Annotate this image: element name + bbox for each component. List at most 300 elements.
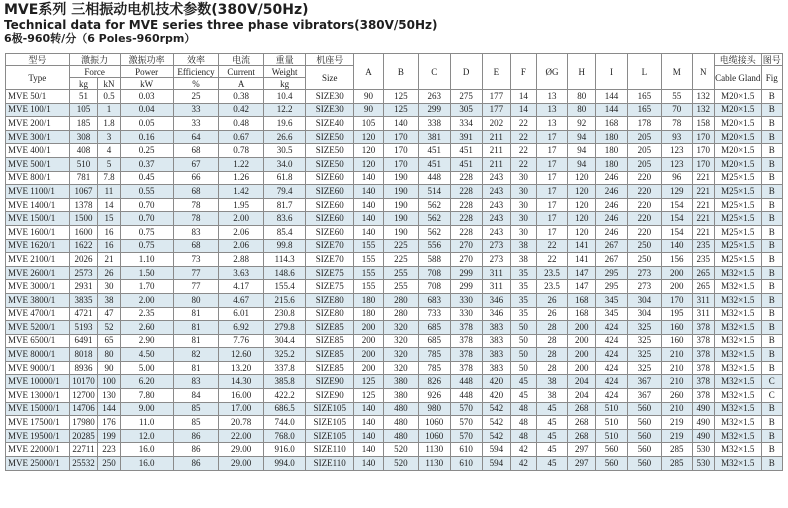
- table-cell: 246: [596, 212, 628, 226]
- table-cell: 120: [568, 212, 596, 226]
- table-cell: 148.6: [263, 266, 305, 280]
- table-cell: 2026: [69, 253, 98, 267]
- table-cell: 510: [596, 429, 628, 443]
- table-cell: 140: [354, 402, 384, 416]
- table-cell: 6.92: [219, 321, 264, 335]
- table-cell: 28: [536, 321, 568, 335]
- table-cell: 994.0: [263, 457, 305, 471]
- table-cell: 0.75: [120, 225, 173, 239]
- header-col-n: N: [692, 54, 714, 90]
- table-cell: 560: [627, 429, 661, 443]
- table-cell: 383: [482, 348, 511, 362]
- header-col-c: C: [418, 54, 450, 90]
- table-cell: 144: [596, 90, 628, 104]
- table-cell: B: [761, 225, 782, 239]
- table-cell: 17: [536, 225, 568, 239]
- table-cell: 200: [354, 334, 384, 348]
- table-cell: 4.17: [219, 280, 264, 294]
- table-cell: SIZE85: [306, 361, 354, 375]
- table-cell: 4.50: [120, 348, 173, 362]
- table-cell: 280: [383, 293, 418, 307]
- table-cell: 70: [661, 103, 692, 117]
- table-row: [6, 334, 783, 348]
- table-row: [6, 443, 783, 457]
- header-col-h: H: [568, 54, 596, 90]
- table-cell: 320: [383, 334, 418, 348]
- table-cell: 2.90: [120, 334, 173, 348]
- table-cell: 273: [627, 266, 661, 280]
- table-cell: M25×1.5: [714, 185, 761, 199]
- table-cell: 1: [98, 103, 120, 117]
- table-cell: 1.50: [120, 266, 173, 280]
- table-cell: M32×1.5: [714, 307, 761, 321]
- table-cell: 94: [568, 130, 596, 144]
- table-cell: 4721: [69, 307, 98, 321]
- table-cell: 0.48: [219, 117, 264, 131]
- table-cell: 30: [511, 225, 536, 239]
- table-cell: M20×1.5: [714, 144, 761, 158]
- table-cell: 260: [661, 389, 692, 403]
- table-cell: 140: [354, 225, 384, 239]
- table-cell: 25: [173, 90, 219, 104]
- table-cell: 385.8: [263, 375, 305, 389]
- table-cell: MVE 25000/1: [6, 457, 70, 471]
- table-cell: 560: [596, 457, 628, 471]
- table-cell: 84: [173, 389, 219, 403]
- table-cell: 2.06: [219, 239, 264, 253]
- table-cell: 243: [482, 212, 511, 226]
- table-cell: 220: [627, 212, 661, 226]
- table-cell: 50: [511, 348, 536, 362]
- table-cell: MVE 9000/1: [6, 361, 70, 375]
- table-cell: 916.0: [263, 443, 305, 457]
- header-col-m: M: [661, 54, 692, 90]
- header-type-cn: 型号: [6, 54, 70, 66]
- table-row: [6, 361, 783, 375]
- table-cell: 38: [511, 253, 536, 267]
- table-cell: C: [761, 389, 782, 403]
- table-cell: 29.00: [219, 443, 264, 457]
- table-cell: 2931: [69, 280, 98, 294]
- table-cell: 570: [450, 402, 482, 416]
- table-cell: B: [761, 212, 782, 226]
- header-current-cn: 电流: [219, 54, 264, 66]
- table-cell: 90: [98, 361, 120, 375]
- table-cell: 45: [511, 389, 536, 403]
- table-cell: M32×1.5: [714, 402, 761, 416]
- table-cell: 225: [383, 253, 418, 267]
- table-cell: 0.04: [120, 103, 173, 117]
- table-row: [6, 144, 783, 158]
- table-cell: 30: [511, 171, 536, 185]
- table-cell: 594: [482, 457, 511, 471]
- table-cell: 170: [383, 157, 418, 171]
- table-cell: 345: [596, 293, 628, 307]
- table-row: [6, 212, 783, 226]
- table-cell: MVE 50/1: [6, 90, 70, 104]
- table-cell: B: [761, 90, 782, 104]
- table-cell: 22: [511, 130, 536, 144]
- table-cell: 120: [568, 198, 596, 212]
- table-cell: 530: [692, 443, 714, 457]
- table-cell: 200: [568, 361, 596, 375]
- table-cell: 178: [627, 117, 661, 131]
- table-cell: 34.0: [263, 157, 305, 171]
- table-cell: 380: [383, 375, 418, 389]
- table-cell: 2.88: [219, 253, 264, 267]
- table-cell: 542: [482, 402, 511, 416]
- table-cell: 28: [536, 348, 568, 362]
- table-cell: 50: [511, 334, 536, 348]
- table-cell: 204: [568, 375, 596, 389]
- header-efficiency-cn: 效率: [173, 54, 219, 66]
- table-cell: B: [761, 443, 782, 457]
- header-size-en: Size: [306, 66, 354, 90]
- table-cell: 35: [511, 307, 536, 321]
- table-cell: 279.8: [263, 321, 305, 335]
- table-cell: 48: [511, 402, 536, 416]
- header-col-d: D: [450, 54, 482, 90]
- table-cell: 826: [418, 375, 450, 389]
- table-cell: 180: [596, 144, 628, 158]
- table-cell: 0.78: [219, 144, 264, 158]
- table-cell: SIZE70: [306, 253, 354, 267]
- table-cell: 160: [661, 321, 692, 335]
- table-cell: MVE 1400/1: [6, 198, 70, 212]
- table-cell: 11: [98, 185, 120, 199]
- table-cell: 378: [692, 375, 714, 389]
- table-cell: 1130: [418, 443, 450, 457]
- table-cell: 52: [98, 321, 120, 335]
- table-cell: 17: [536, 185, 568, 199]
- table-cell: 141: [568, 239, 596, 253]
- table-cell: 320: [383, 348, 418, 362]
- table-cell: 190: [383, 225, 418, 239]
- table-cell: MVE 1600/1: [6, 225, 70, 239]
- table-cell: 14: [511, 90, 536, 104]
- table-cell: B: [761, 280, 782, 294]
- table-cell: SIZE90: [306, 389, 354, 403]
- table-cell: 10170: [69, 375, 98, 389]
- table-cell: 22: [511, 144, 536, 158]
- table-body: [6, 90, 783, 471]
- table-cell: 926: [418, 389, 450, 403]
- table-cell: 185: [69, 117, 98, 131]
- table-cell: 205: [627, 130, 661, 144]
- table-cell: 1600: [69, 225, 98, 239]
- table-cell: 125: [354, 375, 384, 389]
- table-cell: 211: [482, 144, 511, 158]
- table-cell: 78: [173, 198, 219, 212]
- table-row: [6, 266, 783, 280]
- table-cell: 3835: [69, 293, 98, 307]
- table-cell: 96: [661, 171, 692, 185]
- table-cell: 170: [661, 293, 692, 307]
- table-cell: SIZE30: [306, 90, 354, 104]
- table-row: [6, 280, 783, 294]
- table-cell: 120: [354, 144, 384, 158]
- table-cell: 125: [383, 103, 418, 117]
- table-cell: 45: [536, 443, 568, 457]
- table-cell: 17: [536, 144, 568, 158]
- table-cell: MVE 2600/1: [6, 266, 70, 280]
- table-cell: M32×1.5: [714, 457, 761, 471]
- table-row: [6, 253, 783, 267]
- table-cell: 0.70: [120, 198, 173, 212]
- table-cell: M32×1.5: [714, 416, 761, 430]
- table-cell: 190: [383, 185, 418, 199]
- table-cell: 140: [383, 117, 418, 131]
- table-cell: 0.05: [120, 117, 173, 131]
- table-cell: 221: [692, 171, 714, 185]
- table-cell: MVE 2100/1: [6, 253, 70, 267]
- table-cell: 273: [482, 253, 511, 267]
- table-cell: 210: [661, 402, 692, 416]
- table-cell: 556: [418, 239, 450, 253]
- table-cell: 155: [354, 239, 384, 253]
- table-cell: 228: [450, 171, 482, 185]
- table-cell: 685: [418, 321, 450, 335]
- table-cell: 17: [536, 212, 568, 226]
- title-chinese: MVE系列 三相振动电机技术参数(380V/50Hz): [4, 2, 309, 18]
- table-cell: 383: [482, 334, 511, 348]
- table-row: [6, 185, 783, 199]
- table-cell: 520: [383, 457, 418, 471]
- table-cell: 14.30: [219, 375, 264, 389]
- table-cell: 202: [482, 117, 511, 131]
- table-cell: 255: [383, 280, 418, 294]
- table-cell: SIZE75: [306, 266, 354, 280]
- table-cell: MVE 19500/1: [6, 429, 70, 443]
- header-unit-pct: %: [173, 78, 219, 90]
- table-cell: SIZE85: [306, 348, 354, 362]
- table-cell: 311: [482, 280, 511, 294]
- table-cell: SIZE80: [306, 293, 354, 307]
- table-cell: SIZE50: [306, 157, 354, 171]
- table-cell: 220: [627, 171, 661, 185]
- table-cell: B: [761, 185, 782, 199]
- table-cell: 17: [536, 171, 568, 185]
- table-cell: 177: [482, 103, 511, 117]
- table-cell: 17: [536, 130, 568, 144]
- table-cell: 200: [354, 361, 384, 375]
- table-cell: 228: [450, 185, 482, 199]
- table-row: [6, 307, 783, 321]
- table-cell: 170: [692, 144, 714, 158]
- table-cell: 47: [98, 307, 120, 321]
- header-fig-en: Fig: [761, 66, 782, 90]
- table-cell: 0.38: [219, 90, 264, 104]
- table-cell: 26: [536, 307, 568, 321]
- table-cell: 1500: [69, 212, 98, 226]
- table-cell: 190: [383, 171, 418, 185]
- table-cell: 38: [98, 293, 120, 307]
- table-cell: 391: [450, 130, 482, 144]
- table-cell: 510: [596, 402, 628, 416]
- table-cell: 114.3: [263, 253, 305, 267]
- table-cell: 250: [98, 457, 120, 471]
- table-cell: MVE 1620/1: [6, 239, 70, 253]
- table-cell: 311: [692, 293, 714, 307]
- table-cell: 275: [450, 90, 482, 104]
- table-cell: 85: [173, 402, 219, 416]
- table-cell: 448: [450, 389, 482, 403]
- table-cell: 80: [173, 293, 219, 307]
- header-type-en: Type: [6, 66, 70, 90]
- table-cell: 100: [98, 375, 120, 389]
- table-cell: 180: [596, 130, 628, 144]
- table-cell: 180: [354, 293, 384, 307]
- header-cable-cn: 电缆接头: [714, 54, 761, 66]
- table-cell: 2573: [69, 266, 98, 280]
- table-cell: 3: [98, 130, 120, 144]
- table-cell: M32×1.5: [714, 321, 761, 335]
- table-cell: 83: [173, 375, 219, 389]
- table-cell: 448: [418, 171, 450, 185]
- table-cell: 140: [354, 198, 384, 212]
- table-cell: MVE 100/1: [6, 103, 70, 117]
- table-row: [6, 171, 783, 185]
- header-cable-en: Cable Gland: [714, 66, 761, 90]
- table-cell: 64: [173, 130, 219, 144]
- table-cell: 42: [511, 457, 536, 471]
- table-cell: 250: [627, 239, 661, 253]
- table-cell: 378: [692, 321, 714, 335]
- table-cell: 180: [596, 157, 628, 171]
- table-cell: 325: [627, 348, 661, 362]
- table-cell: 0.5: [98, 90, 120, 104]
- table-cell: 243: [482, 171, 511, 185]
- header-weight-cn: 重量: [263, 54, 305, 66]
- table-cell: 304: [627, 307, 661, 321]
- table-cell: 16: [98, 225, 120, 239]
- table-cell: 195: [661, 307, 692, 321]
- table-cell: 170: [692, 130, 714, 144]
- table-cell: 33: [173, 117, 219, 131]
- table-cell: M20×1.5: [714, 103, 761, 117]
- table-cell: B: [761, 253, 782, 267]
- table-cell: SIZE60: [306, 212, 354, 226]
- table-cell: 451: [450, 144, 482, 158]
- subtitle-poles-rpm: 6极-960转/分（6 Poles-960rpm）: [4, 32, 196, 45]
- table-cell: B: [761, 348, 782, 362]
- table-cell: 81: [173, 321, 219, 335]
- table-cell: 268: [568, 416, 596, 430]
- table-row: [6, 130, 783, 144]
- table-cell: M25×1.5: [714, 225, 761, 239]
- header-power-en: Power: [120, 66, 173, 78]
- table-cell: M20×1.5: [714, 117, 761, 131]
- table-cell: 3.63: [219, 266, 264, 280]
- table-cell: SIZE60: [306, 198, 354, 212]
- table-cell: 2.06: [219, 225, 264, 239]
- table-cell: 30: [511, 212, 536, 226]
- table-cell: B: [761, 198, 782, 212]
- table-cell: 140: [661, 239, 692, 253]
- table-cell: 263: [418, 90, 450, 104]
- table-row: [6, 157, 783, 171]
- table-cell: 378: [692, 348, 714, 362]
- table-cell: 219: [661, 429, 692, 443]
- table-cell: 299: [418, 103, 450, 117]
- table-cell: 210: [661, 348, 692, 362]
- table-row: [6, 321, 783, 335]
- table-cell: 120: [568, 225, 596, 239]
- table-cell: 378: [692, 334, 714, 348]
- table-cell: 156: [661, 253, 692, 267]
- table-cell: 19.6: [263, 117, 305, 131]
- table-cell: 147: [568, 266, 596, 280]
- table-cell: 235: [692, 253, 714, 267]
- table-cell: 0.16: [120, 130, 173, 144]
- header-size-cn: 机座号: [306, 54, 354, 66]
- table-cell: MVE 3800/1: [6, 293, 70, 307]
- table-cell: 81.7: [263, 198, 305, 212]
- table-cell: 90: [354, 103, 384, 117]
- table-cell: 141: [568, 253, 596, 267]
- table-cell: 422.2: [263, 389, 305, 403]
- table-row: [6, 198, 783, 212]
- table-cell: 30: [511, 185, 536, 199]
- table-cell: 8018: [69, 348, 98, 362]
- table-row: [6, 117, 783, 131]
- table-cell: 304.4: [263, 334, 305, 348]
- table-cell: 4.67: [219, 293, 264, 307]
- table-cell: 378: [450, 348, 482, 362]
- table-cell: 78: [661, 117, 692, 131]
- table-cell: 246: [596, 198, 628, 212]
- table-cell: 177: [482, 90, 511, 104]
- table-cell: 28: [536, 334, 568, 348]
- table-cell: 105: [69, 103, 98, 117]
- table-cell: 268: [568, 429, 596, 443]
- table-cell: 560: [596, 443, 628, 457]
- table-cell: 685: [418, 334, 450, 348]
- table-cell: M32×1.5: [714, 429, 761, 443]
- table-cell: M32×1.5: [714, 293, 761, 307]
- table-cell: 785: [418, 348, 450, 362]
- table-cell: 560: [627, 457, 661, 471]
- table-cell: 45: [536, 402, 568, 416]
- table-cell: 48: [511, 416, 536, 430]
- header-col-f: F: [511, 54, 536, 90]
- table-row: [6, 348, 783, 362]
- table-cell: 25532: [69, 457, 98, 471]
- table-cell: 123: [661, 144, 692, 158]
- table-cell: 230.8: [263, 307, 305, 321]
- table-cell: B: [761, 429, 782, 443]
- header-col-b: B: [383, 54, 418, 90]
- table-cell: 285: [661, 443, 692, 457]
- table-row: [6, 225, 783, 239]
- table-cell: SIZE60: [306, 225, 354, 239]
- table-cell: 48: [511, 429, 536, 443]
- table-cell: 380: [383, 389, 418, 403]
- table-cell: 265: [692, 266, 714, 280]
- table-cell: 223: [98, 443, 120, 457]
- table-cell: 5: [98, 157, 120, 171]
- table-cell: 610: [450, 457, 482, 471]
- table-cell: 542: [482, 416, 511, 430]
- table-cell: 16.0: [120, 457, 173, 471]
- table-cell: 219: [661, 416, 692, 430]
- table-cell: B: [761, 144, 782, 158]
- table-cell: 90: [354, 90, 384, 104]
- table-cell: 26: [536, 293, 568, 307]
- table-cell: 176: [98, 416, 120, 430]
- table-cell: 50: [511, 321, 536, 335]
- table-cell: 215.6: [263, 293, 305, 307]
